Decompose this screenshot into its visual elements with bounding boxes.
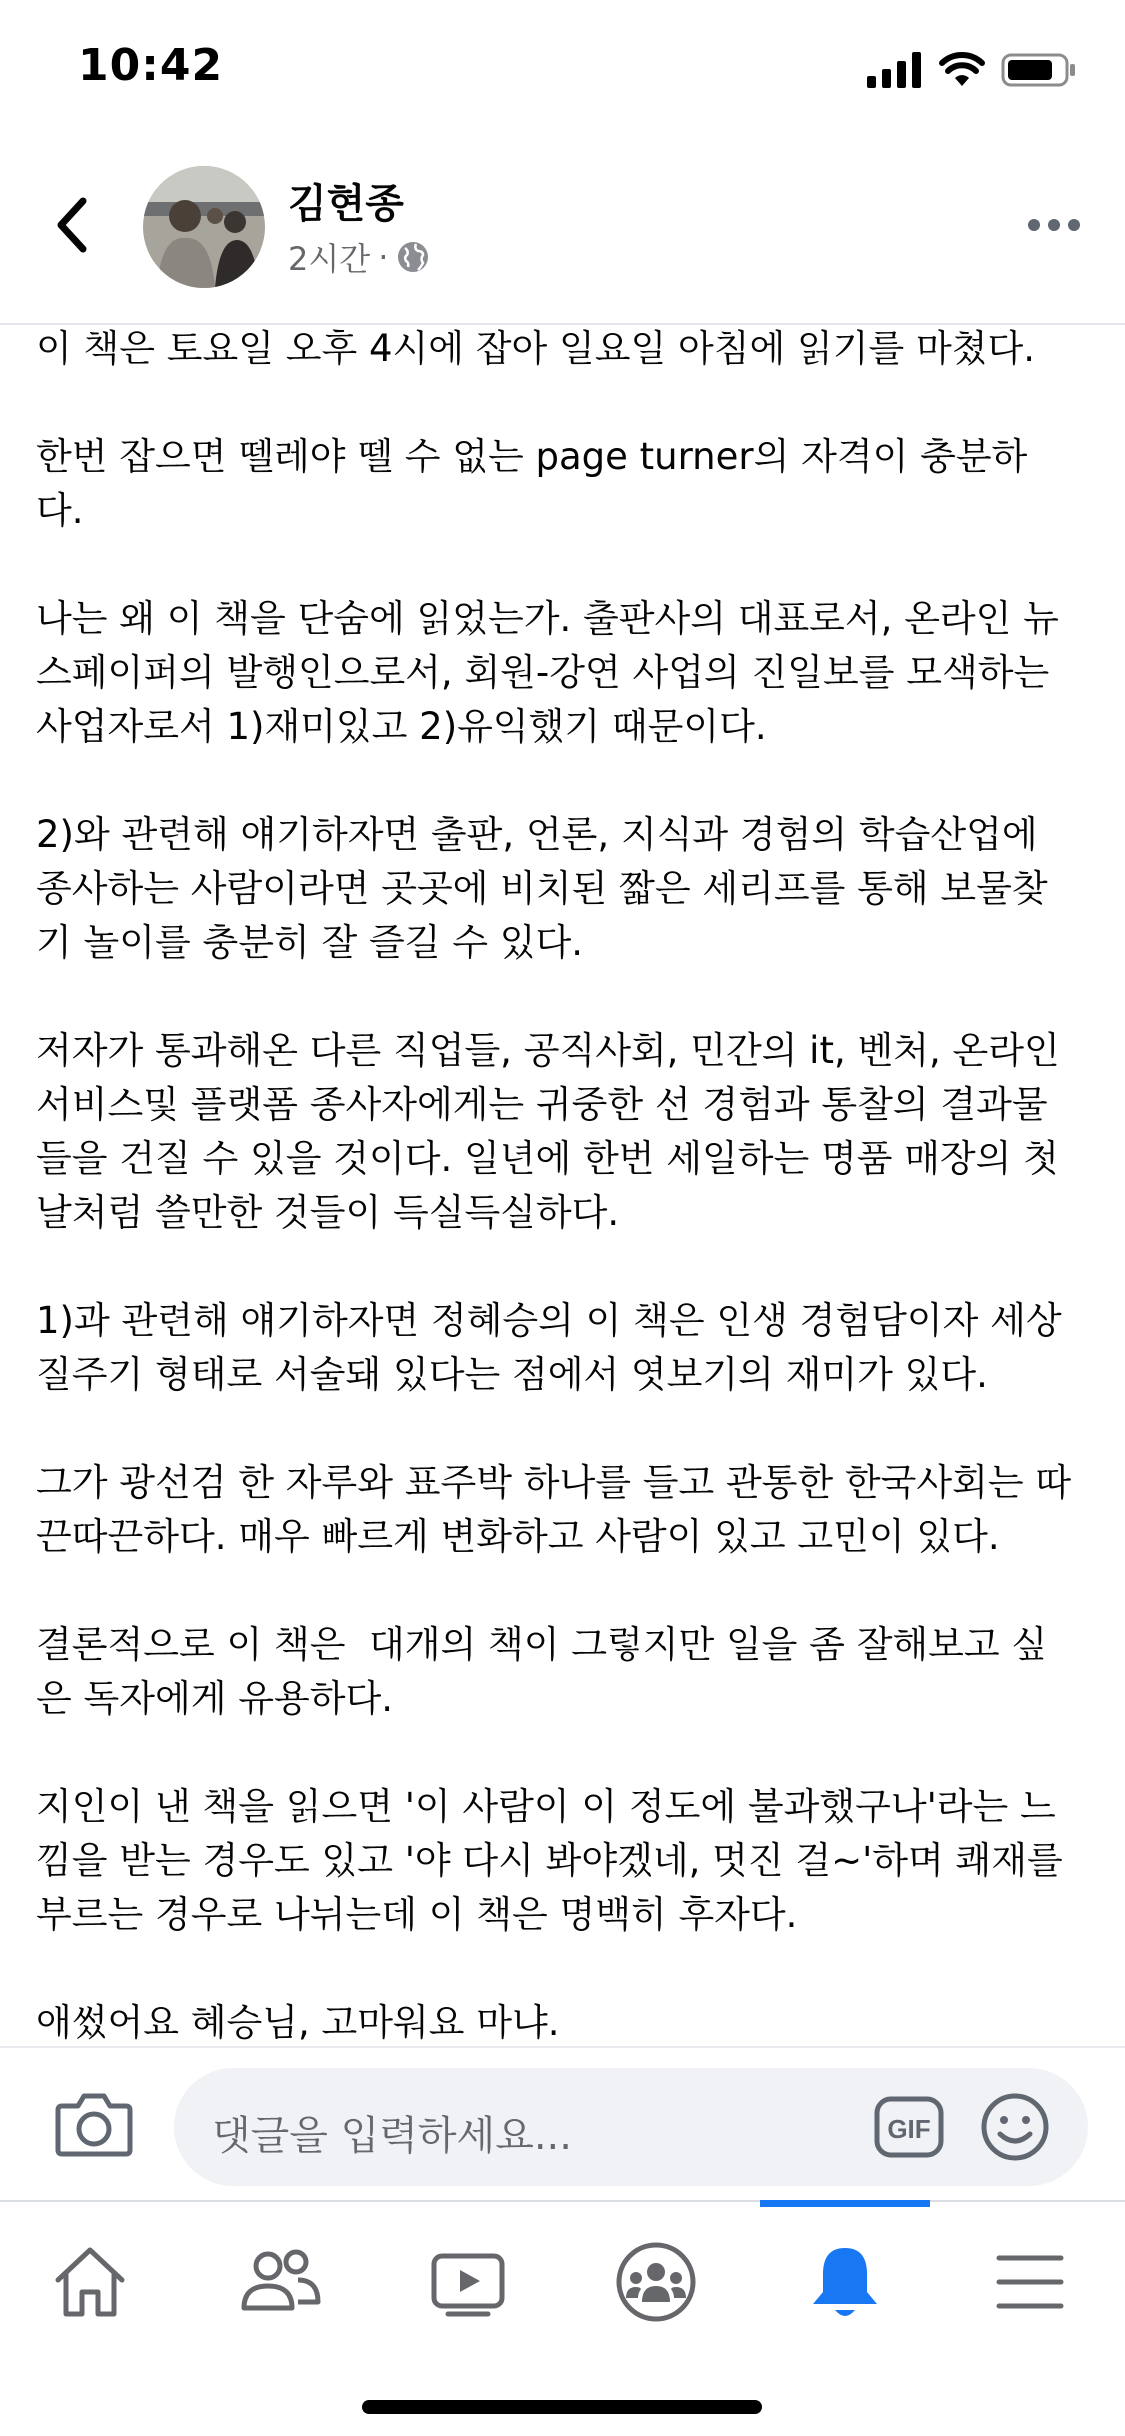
post-header [0, 130, 1125, 325]
active-tab-indicator [760, 2200, 930, 2207]
tab-watch[interactable] [408, 2232, 528, 2332]
chevron-left-icon [51, 195, 91, 255]
wifi-icon [939, 52, 985, 88]
globe-icon [396, 240, 430, 274]
more-dot [1028, 219, 1040, 231]
smiley-icon [980, 2092, 1050, 2162]
tab-groups[interactable] [596, 2232, 716, 2332]
emoji-button[interactable] [980, 2092, 1050, 2162]
meta-separator: · [378, 238, 389, 276]
more-dot [1068, 219, 1080, 231]
post-meta [288, 234, 430, 280]
post-body [36, 326, 1096, 2046]
tab-notifications[interactable] [785, 2232, 905, 2332]
post-paragraph: 2)와 관련해 얘기하자면 출판, 언론, 지식과 경험의 학습산업에 종사하는 사람이라면 곳곳에 비치된 짧은 세리프를 통해 보물찾 기 놀이를 충분히 잘 즐길 수 있다. [36, 813, 1048, 964]
home-indicator [362, 2400, 762, 2414]
home-icon [50, 2242, 130, 2322]
comment-bar [0, 2046, 1125, 2200]
post-paragraph: 저자가 통과해온 다른 직업들, 공직사회, 민간의 it, 벤처, 온라인 서비스및 플랫폼 종사자에게는 귀중한 선 경험과 통찰의 결과물 들을 건질 수 있을 것이다. 일년에 한번 세일하는 명품 매장의 첫 날처럼 쓸만한 것들이 득실득실하다. [36, 1029, 1060, 1234]
gif-icon [874, 2096, 944, 2158]
tab-home[interactable] [30, 2232, 150, 2332]
post-paragraph: 애썼어요 혜승님, 고마워요 마냐. [36, 2001, 560, 2044]
bell-icon [807, 2242, 883, 2322]
camera-button[interactable] [54, 2088, 134, 2160]
back-button[interactable] [36, 190, 106, 260]
post-paragraph: 나는 왜 이 책을 단숨에 읽었는가. 출판사의 대표로서, 온라인 뉴 스페이퍼의 발행인으로서, 회원-강연 사업의 진일보를 모색하는 사업자로서 1)재미있고 2)유익했기 때문이다. [36, 597, 1059, 748]
video-icon [428, 2242, 508, 2322]
post-paragraph: 이 책은 토요일 오후 4시에 잡아 일요일 아침에 읽기를 마쳤다. [36, 327, 1035, 370]
battery-icon [1001, 52, 1077, 88]
post-paragraph: 1)과 관련해 얘기하자면 정혜승의 이 책은 인생 경험담이자 세상 질주기 형태로 서술돼 있다는 점에서 엿보기의 재미가 있다. [36, 1299, 1062, 1396]
menu-icon [993, 2250, 1067, 2314]
tab-bar [0, 2200, 1125, 2436]
author-name[interactable]: 김현종 [288, 181, 404, 227]
status-time: 10:42 [78, 40, 224, 91]
post-paragraph: 결론적으로 이 책은 대개의 책이 그렇지만 일을 좀 잘해보고 싶 은 독자에게 유용하다. [36, 1623, 1048, 1720]
more-dot [1048, 219, 1060, 231]
friends-icon [238, 2242, 322, 2322]
gif-button[interactable] [874, 2096, 944, 2158]
tab-menu[interactable] [970, 2232, 1090, 2332]
post-paragraph: 한번 잡으면 뗄레야 뗄 수 없는 page turner의 자격이 충분하 다. [36, 435, 1028, 532]
gif-label: GIF [887, 2114, 931, 2144]
post-paragraph: 그가 광선검 한 자루와 표주박 하나를 들고 관통한 한국사회는 따 끈따끈하다. 매우 빠르게 변화하고 사람이 있고 고민이 있다. [36, 1461, 1072, 1558]
cellular-signal-icon [867, 52, 923, 88]
comment-input[interactable] [174, 2068, 1088, 2186]
status-bar [0, 0, 1125, 130]
avatar[interactable] [143, 166, 265, 288]
camera-icon [54, 2088, 134, 2160]
post-time[interactable]: 2시간 [288, 240, 371, 278]
avatar-photo [143, 166, 265, 288]
post-paragraph: 지인이 낸 책을 읽으면 '이 사람이 이 정도에 불과했구나'라는 느 낌을 받는 경우도 있고 '야 다시 봐야겠네, 멋진 걸~'하며 쾌재를 부르는 경우로 나뉘는데 이 책은 명백히 후자다. [36, 1785, 1063, 1936]
groups-icon [614, 2240, 698, 2324]
comment-placeholder: 댓글을 입력하세요... [212, 2113, 572, 2159]
status-icons [867, 50, 1077, 90]
tab-friends[interactable] [220, 2232, 340, 2332]
more-options-button[interactable] [1019, 200, 1089, 250]
